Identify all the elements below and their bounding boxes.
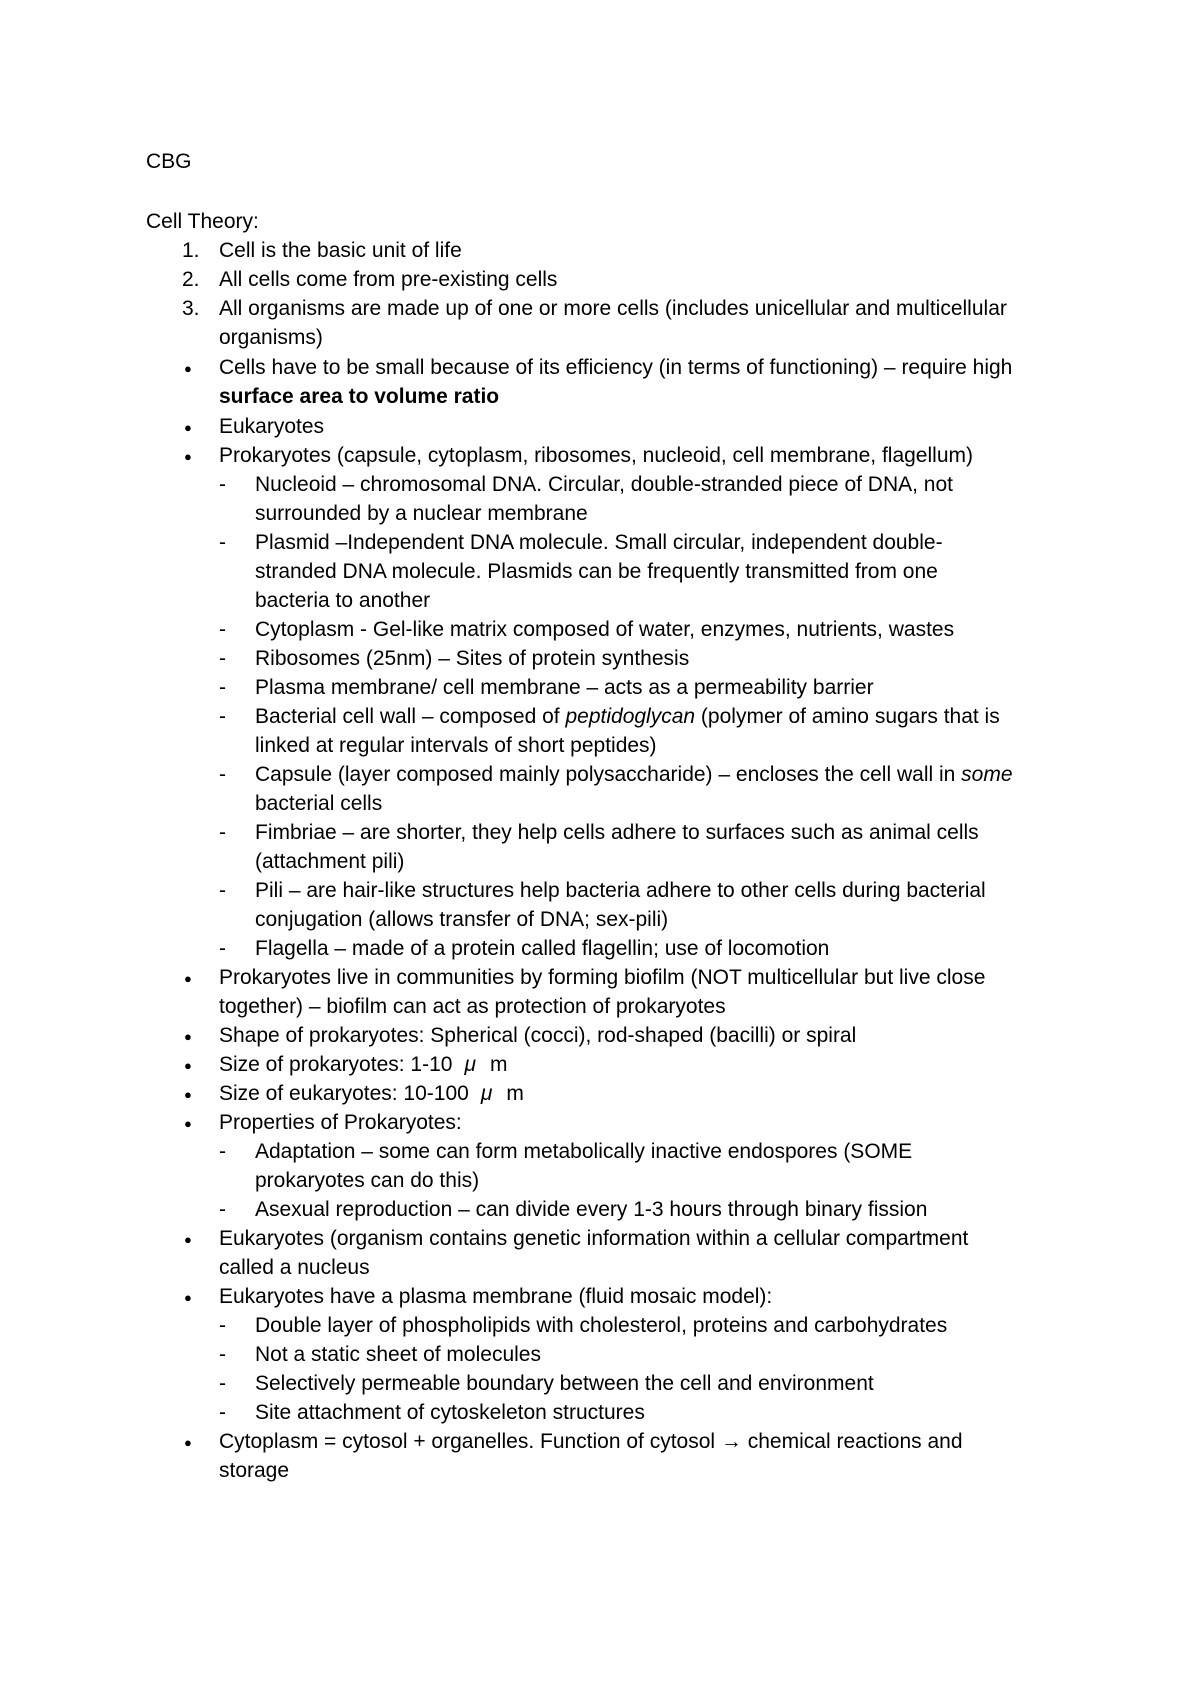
mu-symbol: μ <box>464 1053 476 1076</box>
bullet-icon: ● <box>184 1087 192 1102</box>
bullet-icon: ● <box>184 1290 192 1305</box>
sub-item-continuation: (attachment pili) <box>255 850 405 873</box>
text-run: (polymer of amino sugars that is <box>695 705 1000 728</box>
sub-item: Plasma membrane/ cell membrane – acts as a permeability barrier <box>255 676 874 699</box>
bullet-icon: ● <box>184 1435 192 1450</box>
text-run: Bacterial cell wall – composed of <box>255 705 566 728</box>
dash-marker: - <box>219 1372 226 1395</box>
bullet-item: Shape of prokaryotes: Spherical (cocci), rod-shaped (bacilli) or spiral <box>219 1024 857 1047</box>
list-number: 1. <box>182 239 200 262</box>
sub-item-continuation: prokaryotes can do this) <box>255 1169 480 1192</box>
bullet-item: Prokaryotes (capsule, cytoplasm, ribosomes, nucleoid, cell membrane, flagellum) <box>219 444 973 467</box>
dash-marker: - <box>219 1314 226 1337</box>
sub-item: Asexual reproduction – can divide every 1-3 hours through binary fission <box>255 1198 928 1221</box>
bullet-icon: ● <box>184 971 192 986</box>
bullet-icon: ● <box>184 1116 192 1131</box>
bullet-icon: ● <box>184 420 192 435</box>
sub-item: Fimbriae – are shorter, they help cells adhere to surfaces such as animal cells <box>255 821 979 844</box>
sub-item-continuation: stranded DNA molecule. Plasmids can be frequently transmitted from one <box>255 560 938 583</box>
bullet-item: Prokaryotes live in communities by forming biofilm (NOT multicellular but live close <box>219 966 986 989</box>
list-item-continuation: organisms) <box>219 326 323 349</box>
dash-marker: - <box>219 473 226 496</box>
italic-term: some <box>961 763 1013 786</box>
sub-item-continuation: conjugation (allows transfer of DNA; sex-pili) <box>255 908 669 931</box>
dash-marker: - <box>219 1198 226 1221</box>
dash-marker: - <box>219 937 226 960</box>
bullet-item: Eukaryotes have a plasma membrane (fluid mosaic model): <box>219 1285 773 1308</box>
text-run: chemical reactions and <box>741 1430 963 1453</box>
bullet-item-continuation <box>219 382 499 411</box>
bold-emphasis: surface area to volume ratio <box>219 385 500 408</box>
list-item: Cell is the basic unit of life <box>219 239 462 262</box>
sub-item: Pili – are hair-like structures help bacteria adhere to other cells during bacterial <box>255 879 986 902</box>
sub-item-continuation: linked at regular intervals of short peptides) <box>255 734 657 757</box>
sub-item-continuation: surrounded by a nuclear membrane <box>255 502 588 525</box>
sub-item: Selectively permeable boundary between the cell and environment <box>255 1372 874 1395</box>
bullet-item-continuation: together) – biofilm can act as protection of prokaryotes <box>219 995 726 1018</box>
bullet-icon: ● <box>184 1029 192 1044</box>
sub-item <box>255 760 1013 789</box>
list-number: 3. <box>182 297 200 320</box>
text-run: m <box>506 1082 524 1105</box>
bullet-item: Eukaryotes (organism contains genetic information within a cellular compartment <box>219 1227 969 1250</box>
dash-marker: - <box>219 676 226 699</box>
sub-item: Site attachment of cytoskeleton structures <box>255 1401 645 1424</box>
sub-item: Plasmid –Independent DNA molecule. Small circular, independent double- <box>255 531 943 554</box>
bullet-icon: ● <box>184 449 192 464</box>
dash-marker: - <box>219 879 226 902</box>
dash-marker: - <box>219 763 226 786</box>
sub-item: Ribosomes (25nm) – Sites of protein synthesis <box>255 647 690 670</box>
mu-symbol: μ <box>480 1082 493 1105</box>
text-run: m <box>489 1053 508 1076</box>
bullet-icon: ● <box>184 361 192 376</box>
dash-marker: - <box>219 531 226 554</box>
dash-marker: - <box>219 821 226 844</box>
bullet-item-continuation: storage <box>219 1459 290 1482</box>
dash-marker: - <box>219 1140 226 1163</box>
bullet-item-continuation: called a nucleus <box>219 1256 370 1279</box>
list-item: All organisms are made up of one or more cells (includes unicellular and multicellular <box>219 297 1007 320</box>
sub-item-continuation: bacterial cells <box>255 792 383 815</box>
italic-term: peptidoglycan <box>565 705 696 728</box>
bullet-item <box>219 1079 524 1108</box>
text-run: Size of prokaryotes: 1-10 <box>219 1053 453 1076</box>
list-item: All cells come from pre-existing cells <box>219 268 558 291</box>
text-run: Size of eukaryotes: 10-100 <box>219 1082 469 1105</box>
bullet-icon: ● <box>184 1232 192 1247</box>
sub-item: Double layer of phospholipids with cholesterol, proteins and carbohydrates <box>255 1314 948 1337</box>
document-title: CBG <box>146 150 192 173</box>
sub-item <box>255 702 1000 731</box>
sub-item: Adaptation – some can form metabolically inactive endospores (SOME <box>255 1140 913 1163</box>
bullet-item: Cells have to be small because of its efficiency (in terms of functioning) – require high <box>219 356 1013 379</box>
bullet-item: Properties of Prokaryotes: <box>219 1111 462 1134</box>
bullet-item <box>219 1050 507 1079</box>
bullet-icon: ● <box>184 1058 192 1073</box>
list-number: 2. <box>182 268 200 291</box>
text-run: Cytoplasm = cytosol + organelles. Function of cytosol <box>219 1430 721 1453</box>
arrow-right-icon: → <box>720 1430 742 1453</box>
dash-marker: - <box>219 1401 226 1424</box>
bullet-item: Eukaryotes <box>219 415 325 438</box>
sub-item-continuation: bacteria to another <box>255 589 431 612</box>
dash-marker: - <box>219 647 226 670</box>
dash-marker: - <box>219 618 226 641</box>
sub-item: Flagella – made of a protein called flagellin; use of locomotion <box>255 937 830 960</box>
dash-marker: - <box>219 1343 226 1366</box>
sub-item: Nucleoid – chromosomal DNA. Circular, double-stranded piece of DNA, not <box>255 473 953 496</box>
text-run: Capsule (layer composed mainly polysaccharide) – encloses the cell wall in <box>255 763 962 786</box>
sub-item: Cytoplasm - Gel-like matrix composed of water, enzymes, nutrients, wastes <box>255 618 955 641</box>
sub-item: Not a static sheet of molecules <box>255 1343 541 1366</box>
bullet-item <box>219 1427 963 1456</box>
dash-marker: - <box>219 705 226 728</box>
cell-theory-heading: Cell Theory: <box>146 210 259 233</box>
